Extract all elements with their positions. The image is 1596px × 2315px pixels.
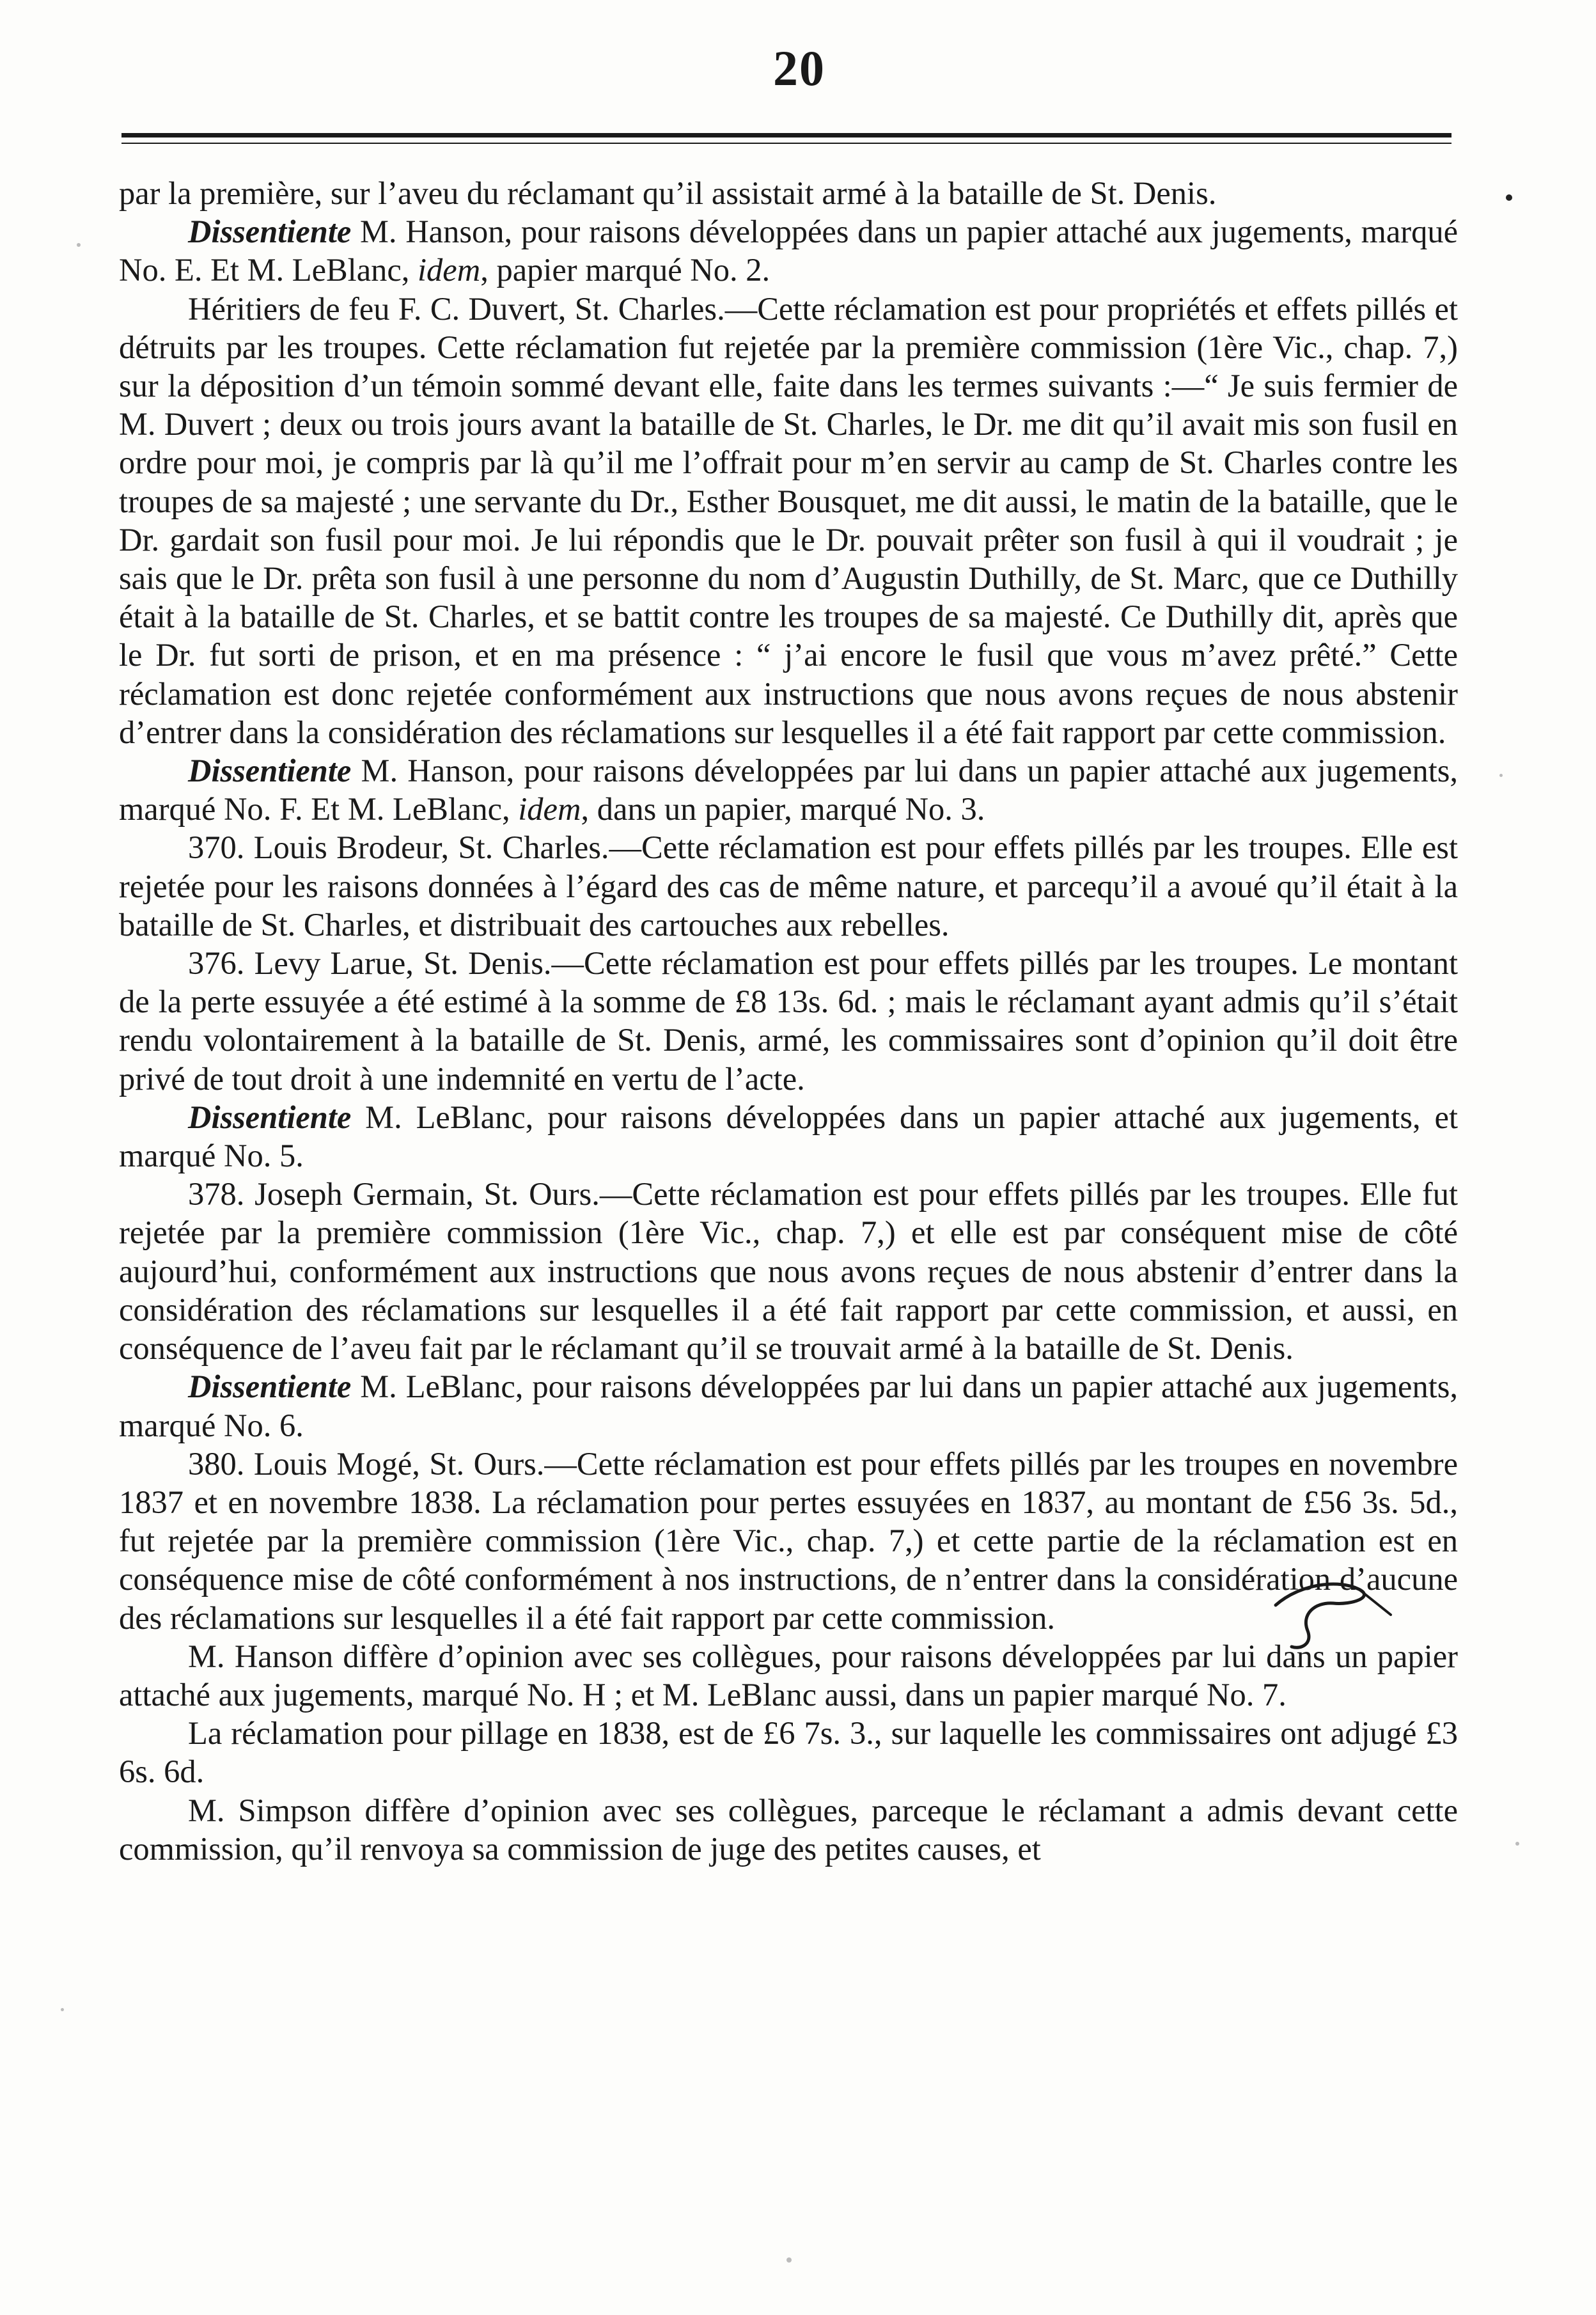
dissent-label: Dissentiente (188, 214, 352, 250)
paragraph (119, 290, 1458, 751)
scan-speck (1499, 774, 1503, 777)
paragraph-text: La réclamation pour pillage en 1838, est de £6 7s. 3., sur laquelle les commissaires ont adjugé £3 6s. 6d. (119, 1715, 1458, 1790)
header-rule-thick (121, 133, 1451, 137)
paragraph (119, 1714, 1458, 1791)
scan-speck (61, 2008, 64, 2011)
paragraph-text: M. Hanson, pour raisons développées par lui dans un papier attaché aux jugements, marqué No. F. Et M. LeBlanc, (119, 753, 1458, 828)
paragraph-text: M. LeBlanc, pour raisons développées par lui dans un papier attaché aux jugements, marqué No. 6. (119, 1369, 1458, 1443)
handwritten-pen-mark (1263, 1570, 1404, 1660)
paragraph-text: , papier marqué No. 2. (480, 252, 771, 288)
margin-dot (1506, 194, 1512, 201)
paragraph (119, 1445, 1458, 1637)
body-text (119, 174, 1458, 1868)
scan-speck (786, 2257, 792, 2263)
italic-text: idem (418, 252, 481, 288)
paragraph-text: par la première, sur l’aveu du réclamant qu’il assistait armé à la bataille de St. Denis. (119, 175, 1217, 211)
paragraph (119, 1367, 1458, 1444)
paragraph (119, 1098, 1458, 1175)
paragraph-text: M. Simpson diffère d’opinion avec ses collègues, parceque le réclamant a admis devant cette commission, qu’il renvoya sa commission de juge des petites causes, et (119, 1792, 1458, 1867)
paragraph (119, 174, 1458, 212)
dissent-label: Dissentiente (188, 1369, 352, 1405)
paragraph-text: 380. Louis Mogé, St. Ours.—Cette réclamation est pour effets pillés par les troupes en novembre 1837 et en novembre 1838. La réclamation pour pertes essuyées en 1837, au montant de £56 3s. 5d., fut rejetée par la première commission (1ère Vic., chap. 7,) et cette partie de la réclamation est en conséquence mise de côté conformément à nos instructions, de n’entrer dans la considération d’aucune des réclamations sur lesquelles il a été fait rapport par cette commission. (119, 1445, 1458, 1636)
scan-speck (1515, 1842, 1519, 1846)
paragraph-text: M. Hanson, pour raisons développées dans un papier attaché aux jugements, marqué No. E. Et M. LeBlanc, (119, 214, 1458, 288)
paragraph (119, 828, 1458, 944)
page-number: 20 (773, 40, 825, 96)
paragraph-text: M. LeBlanc, pour raisons développées dans un papier attaché aux jugements, et marqué No. 5. (119, 1099, 1458, 1174)
scan-speck (77, 243, 81, 247)
italic-text: idem (518, 791, 581, 828)
paragraph (119, 751, 1458, 828)
paragraph-text: M. Hanson diffère d’opinion avec ses collègues, pour raisons développées par lui dans un papier attaché aux jugements, marqué No. H ; et M. LeBlanc aussi, dans un papier marqué No. 7. (119, 1638, 1458, 1713)
paragraph (119, 1791, 1458, 1868)
dissent-label: Dissentiente (188, 753, 352, 789)
paragraph (119, 1175, 1458, 1367)
paragraph (119, 1637, 1458, 1714)
header-rule-thin (121, 143, 1451, 144)
paragraph-text: Héritiers de feu F. C. Duvert, St. Charles.—Cette réclamation est pour propriétés et effets pillés et détruits par les troupes. Cette réclamation fut rejetée par la première commission (1ère Vic., chap. 7,) sur la déposition d’un témoin sommé devant elle, faite dans les termes suivants :—“ Je suis fermier de M. Duvert ; deux ou trois jours avant la bataille de St. Charles, le Dr. me dit qu’il avait mis son fusil en ordre pour moi, je compris par là qu’il me l’offrait pour m’en servir au camp de St. Charles contre les troupes de sa majesté ; une servante du Dr., Esther Bousquet, me dit aussi, le matin de la bataille, que le Dr. gardait son fusil pour moi. Je lui répondis que le Dr. pouvait prêter son fusil à qui il voudrait ; je sais que le Dr. prêta son fusil à une personne du nom d’Augustin Duthilly, de St. Marc, que ce Duthilly était à la bataille de St. Charles, et se battit contre les troupes de sa majesté. Ce Duthilly dit, après que le Dr. fut sorti de prison, et en ma présence : “ j’ai encore le fusil que vous m’avez prêté.” Cette réclamation est donc rejetée conformément aux instructions que nous avons reçues de nous abstenir d’entrer dans la considération des réclamations sur lesquelles il a été fait rapport par cette commission. (119, 290, 1458, 750)
paragraph-text: 378. Joseph Germain, St. Ours.—Cette réclamation est pour effets pillés par les troupes. Elle fut rejetée par la première commission (1ère Vic., chap. 7,) et elle est par conséquent mise de côté aujourd’hui, conformément aux instructions que nous avons reçues de nous abstenir d’entrer dans la considération des réclamations sur lesquelles il a été fait rapport par cette commission, et aussi, en conséquence de l’aveu fait par le réclamant qu’il se trouvait armé à la bataille de St. Denis. (119, 1176, 1458, 1367)
paragraph (119, 944, 1458, 1098)
paragraph-text: 376. Levy Larue, St. Denis.—Cette réclamation est pour effets pillés par les troupes. Le montant de la perte essuyée a été estimé à la somme de £8 13s. 6d. ; mais le réclamant ayant admis qu’il s’était rendu volontairement à la bataille de St. Denis, armé, les commissaires sont d’opinion qu’il doit être privé de tout droit à une indemnité en vertu de l’acte. (119, 945, 1458, 1097)
paragraph (119, 212, 1458, 289)
paragraph-text: 370. Louis Brodeur, St. Charles.—Cette réclamation est pour effets pillés par les troupes. Elle est rejetée pour les raisons données à l’égard des cas de même nature, et parcequ’il a avoué qu’il était à la bataille de St. Charles, et distribuait des cartouches aux rebelles. (119, 829, 1458, 943)
paragraph-text: , dans un papier, marqué No. 3. (581, 791, 985, 828)
dissent-label: Dissentiente (188, 1099, 352, 1135)
